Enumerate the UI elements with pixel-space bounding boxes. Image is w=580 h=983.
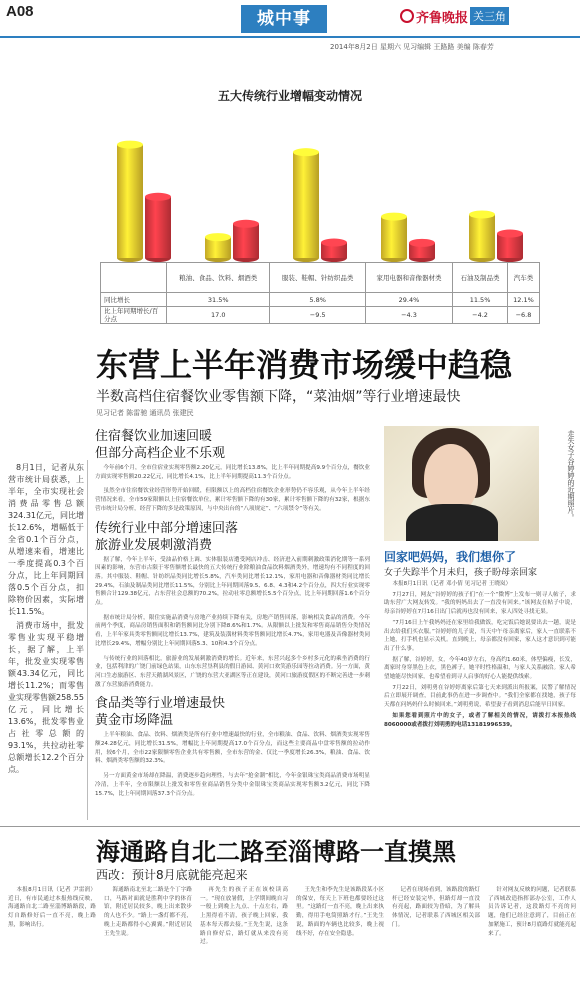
body-paragraph: 与传统行业的回落相比，旅游业的发展刺激消费的增长。近年来，东营兴起多个乡村多元化的乘坐消费的行业，包括利津的广饶门前绿色站果，山东东营垦利县的假日游园、黄河口欢笑游乐园等拉动消费。另一方面，黄河口生态旅游区、东营天鹅湖风景区，广饶的东营大亚湖区等正在建设，黄河口旅游度假区的不断完善进一步刺激了东营旅游消费能力。 — [95, 655, 370, 688]
table-header-cell: 家用电器和音像器材类 — [365, 263, 452, 293]
section-subhead: 但部分高档企业不乐观 — [95, 446, 226, 461]
section-subhead: 食品类等行业增速最快 — [95, 696, 226, 712]
table-row — [101, 293, 540, 307]
section-subhead: 旅游业发展刺激消费 — [95, 537, 213, 553]
bar-chart — [100, 100, 540, 262]
paper-name: 齐鲁晚报 — [416, 10, 469, 26]
article-section — [95, 520, 370, 690]
table-cell: −9.5 — [270, 307, 365, 324]
side-headline: 回家吧妈妈，我们想你了 — [384, 550, 517, 564]
bar-body — [117, 145, 143, 258]
bar-cap — [233, 220, 259, 228]
table-header-row — [101, 263, 540, 293]
body-paragraph: 上半年粮油、食品、饮料、烟酒类是所有行业中增速最快的行业，全市粮油、食品、饮料、烟酒类实现零售额24.28亿元，同比增长31.5%，增幅比上年同期提高17.0个百分点，而这些主要商品中盘零售额的拉动作用，较6个月，全市22家限额零售企业共有零售额，全市东营的金、仅比一季度增长26.3%，粮油、食品、饮料、烟酒类零售额的32.3%。 — [95, 732, 370, 765]
bar-cap — [469, 210, 495, 218]
sub-headline: 半数高档住宿餐饮业零售额下降，“菜油烟”等行业增速最快 — [96, 389, 461, 405]
paper-tag: 关三角 — [470, 7, 509, 25]
row-label: 同比增长 — [101, 293, 167, 307]
bottom-paragraph: 记者在现场看到，该路段的路灯杆已经安装完毕，但路灯却一直没有亮起，路面较为昏暗，为了解具体情况，记者联系了西城区相关部门。 — [392, 887, 480, 928]
bar-growth-0 — [117, 141, 143, 262]
table-cell: 31.5% — [167, 293, 270, 307]
table-cell: −6.8 — [507, 307, 539, 324]
table-header-cell: 石油及制品类 — [453, 263, 508, 293]
body-paragraph: 虽然全市住宿餐饮业经营形势开始回暖，但限额以上的高档住宿餐饮企业形势仍不容乐观，从今年上半年经营情况来看，全市59家限额以上住宿餐饮单位，累计零售额下降的有30家，累计零售额下降的有32家，根据东营市统计局分析，经营下降的多是政策原因，与中央出台的“八项规定”、“六项禁令”等有关。 — [95, 488, 370, 512]
bar-growth-3 — [381, 213, 407, 262]
bottom-paragraph: 海通路南北至北二路是个丁字路口，马路对面就是胜利中学的体育馆，附近居民较多，晚上出来散步的人也不少。“路上一盏灯都不亮，晚上走路都得小心翼翼。”附近居民王先生说。 — [104, 887, 192, 937]
table-cell: 11.5% — [453, 293, 508, 307]
section-banner: 城中事 — [241, 5, 327, 33]
chart-data-table — [100, 262, 540, 324]
bar-change-2 — [321, 239, 347, 262]
bar-change-4 — [497, 230, 523, 262]
bar-growth-2 — [293, 148, 319, 262]
bar-cap — [293, 148, 319, 156]
bottom-paragraph: 再先生的孩子正在该校读高一。“现在放暑假，上学期间晚自习一般上到晚上九点、十点左右，路上黑得看不清，孩子晚上回家，我基本每天都去接。”王先生说，这条路自修好后，路灯就从来没有亮过。 — [200, 887, 288, 946]
table-cell: 5.8% — [270, 293, 365, 307]
article-body — [95, 428, 370, 804]
article-section — [95, 428, 370, 514]
contact-note: 如果您看到照片中的女子，或者了解相关的情况，请拨打本报热线8060000或者拨打刘明勇的电话13181996539。 — [384, 712, 576, 728]
body-paragraph: 另一方面黄金市场却在降温，消费逐步趋向理性，与去年“抢金潮”相比，今年金银珠宝类商品消费市场明显冷清，上半年，全市限额以上批发和零售业商品销售分类中金银珠宝类商品实现零售额3.2亿元，同比下降15.7%，比上年同期回落37.3个百分点。 — [95, 773, 370, 797]
bottom-article-body — [8, 886, 576, 980]
table-header-cell: 汽车类 — [507, 263, 539, 293]
bar-cap — [117, 141, 143, 149]
bottom-paragraph: 针对网友反映的问题，记者联系了西城改造指挥部办公室，工作人员告诉记者，这段路灯不亮的问题，他们已经注意到了，目前正在加紧施工，预计8月底路灯就能亮起来了。 — [488, 887, 576, 937]
row-label: 比上年同期增长/百分点 — [101, 307, 167, 324]
body-paragraph: 今年前6个月，全市住宿业实现零售额2.20亿元，同比增长13.8%，比上半年同期提高9.9个百分点，餐饮业方面实现零售额20.22亿元，同比增长4.1%，比上半年同期提高11.3个百分点。 — [95, 465, 370, 480]
bar-change-1 — [233, 220, 259, 262]
side-byline: 本报8月1日讯（记者 邓小倩 见习记者 王晓岚） — [392, 581, 512, 587]
main-headline: 东营上半年消费市场缓中趋稳 — [96, 346, 513, 384]
table-cell: −4.2 — [453, 307, 508, 324]
bar-growth-1 — [205, 233, 231, 262]
page-number: A08 — [6, 3, 34, 20]
seal-icon — [400, 9, 414, 23]
table-cell: 29.4% — [365, 293, 452, 307]
bottom-paragraph: 王先生和李先生是该路段某小区的保安，每天上下班也都要经过这里。“这路灯一直不亮，晚上出来执勤，得用手电筒照路才行。”王先生说，路面的车辆也比较多，晚上视线不好，存在安全隐患。 — [296, 887, 384, 937]
masthead-logo — [400, 6, 575, 26]
lead-column — [8, 462, 84, 778]
lead-paragraph: 8月1日，记者从东营市统计局获悉，上半年，全市实现社会消费品零售总额324.31亿元，同比增长12.6%，增幅低于全省0.1个百分点，从增速来看，增速比一季度提高0.3个百分点，比上年同期回落0.5个百分点，扣除物价因素，实际增长11.5%。 — [8, 463, 84, 616]
bar-body — [293, 152, 319, 258]
table-cell: 12.1% — [507, 293, 539, 307]
section-subhead: 黄金市场降温 — [95, 713, 174, 729]
bar-cap — [497, 230, 523, 238]
table-cell: 17.0 — [167, 307, 270, 324]
side-paragraph: 7月27日，网友“谷婷婷的孩子们”在一个“微博”上发布一则寻人帖子，求助东营广大网友转发。“我的妈妈出去了一直没有回来。”该网友在帖子中说，母亲谷婷婷在7月16日出门后就再也没有回来，家人四处寻找无果。 — [384, 591, 576, 616]
bar-body — [381, 217, 407, 258]
photo-caption: 走失女子谷婷婷的近期照片。 — [567, 430, 575, 521]
section-subhead: 住宿餐饮业加速回暖 — [95, 429, 213, 444]
article-section — [95, 695, 370, 798]
section-subhead: 传统行业中部分增速回落 — [95, 520, 239, 536]
side-article-body — [384, 580, 576, 731]
side-paragraph: 据了解，谷婷婷，女，今年40岁左右，身高约1.60米，体型偏瘦，长发，离家时身穿黑色上衣，黑色裤子。她平时性格温和，与家人关系融洽。家人希望她能尽快回家，也希望看到寻人启事的好心人能提供线索。 — [384, 656, 576, 681]
bar-change-3 — [409, 239, 435, 262]
table-header-cell: 服装、鞋帽、针纺织品类 — [270, 263, 365, 293]
side-paragraph: “7月16日上午我妈妈还在家里给我做饭，吃完饭后她说要出去一趟，说是出去给我们买衣服。”谷婷婷的儿子说，当天中午母亲离家后，家人一直联系不上她，打手机也显示关机。直到晚上，母亲都没有回家，家人这才意识到可能出了什么事。 — [384, 619, 576, 652]
chart-title: 五大传统行业增幅变动情况 — [217, 89, 362, 103]
bar-cap — [321, 239, 347, 247]
table-row — [101, 307, 540, 324]
table-header-cell: 粮油、食品、饮料、烟酒类 — [167, 263, 270, 293]
table-cell: −4.3 — [365, 307, 452, 324]
bar-change-0 — [145, 193, 171, 262]
bottom-headline: 海通路自北二路至淄博路一直摸黑 — [96, 837, 456, 866]
bar-body — [233, 224, 259, 258]
side-paragraph: 7月22日，刘明勇在谷婷婷离家后第七天来到派出所报案，民警了解情况后立即展开调查，目前此事仍在进一步调查中。“我们全家都在找她，孩子每天都在问妈妈什么时候回来。”刘明勇说，希望妻子看到消息后能早日回家。 — [384, 684, 576, 709]
lead-paragraph: 消费市场中，批发零售业实现平稳增长，据了解，上半年，批发业实现零售额43.34亿元，同比增长11.2%；而零售业实现零售额258.55亿元，同比增长13.6%，批发零售业占社零总额的93.1%，共拉动社零总额增长12.2个百分点。 — [8, 621, 84, 774]
byline: 见习记者 陈雷驰 通讯员 张建民 — [96, 409, 194, 417]
top-rule — [0, 36, 580, 38]
bar-cap — [409, 239, 435, 247]
dateline: 2014年8月2日 星期六 见习编辑 王路路 美编 陈春芳 — [330, 43, 494, 51]
bar-cap — [205, 233, 231, 241]
column-divider — [87, 460, 88, 820]
bar-body — [469, 214, 495, 258]
section-divider — [0, 826, 580, 827]
bottom-paragraph: 本报8月1日讯（记者 尹雷润）近日，有市民通过本报热线反映，海通路自北二路至淄博路路段，路灯自路修好后一直不亮，晚上路黑，影响出行。 — [8, 887, 96, 928]
table-header-cell — [101, 263, 167, 293]
bottom-subheadline: 西改：预计8月底就能亮起来 — [96, 868, 248, 882]
side-subheadline: 女子失踪半个月未归，孩子盼母亲回家 — [384, 568, 538, 578]
body-paragraph: 据了解，今年上半年，受油品价格上调、实体服装店遭受网店冲击、经济进入前期刺激政策消化期等一系列因素的影响，东营市古限于零售额增长最快的五大传统行业除粮油食品饮料烟酒类外，增速均有不同程度的回落。其中服装、鞋帽、针纺织品类同比增长5.8%，汽车类同比增长12.1%，家用电器和音像器材类同比增长29.4%，石油及制品类同比增长11.5%，分别比上年同期回落9.5、6.8、4.3和4.2个百分点，四大行业实现零售额合计129.38亿元，占东营社会总额的70.2%，拉动社零总额增长5.5个百分点，比上年同期回落1.6个百分点。 — [95, 556, 370, 607]
missing-person-photo — [384, 426, 539, 541]
bar-cap — [381, 213, 407, 221]
bar-growth-4 — [469, 210, 495, 262]
bar-body — [145, 197, 171, 258]
bar-cap — [145, 193, 171, 201]
body-paragraph: 据市统计局分析，限住实施品消费与房地产业持续下降有关，房地产销售回落，影响相关食品的消费。今年前两个季度，商品房销售面积和销售额同比分别下降8.6%和1.7%。从限额以上批发和零售商品销售分类情况看，上半年家具类零售额同比增长13.7%，建筑及装潢材料类零售额同比增长4.7%，家用电器及音像器材类同比增长29.4%，增幅分别比上年同期回落5.3、10和4.3个百分点。 — [95, 614, 370, 647]
